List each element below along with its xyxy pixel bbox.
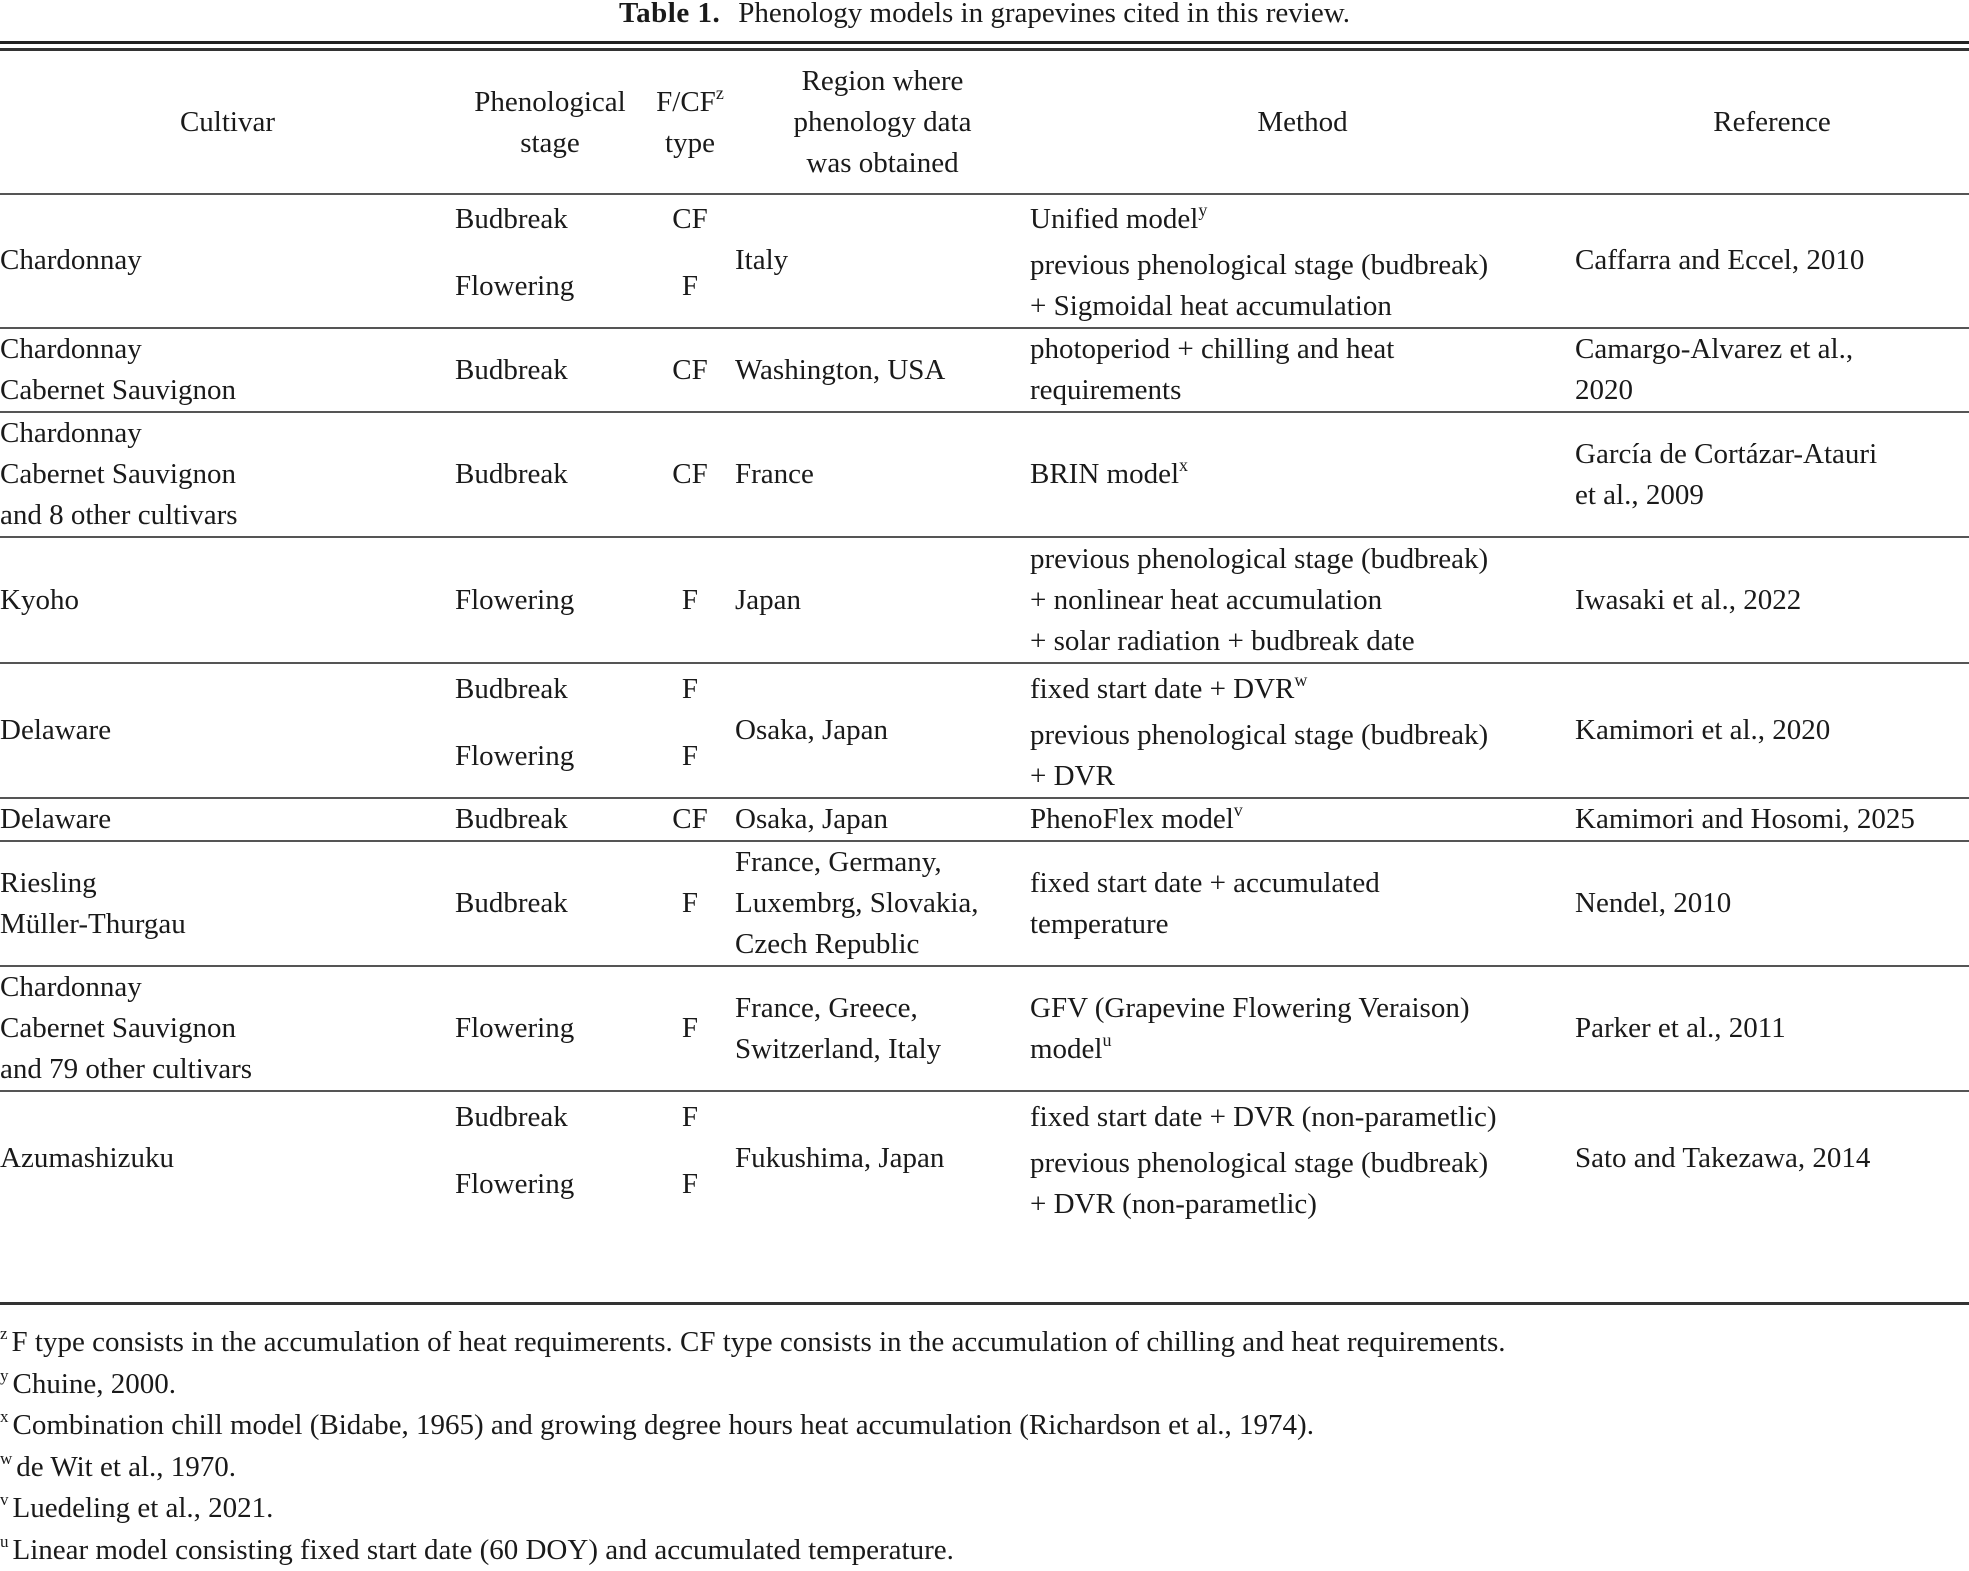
- cell-line: Osaka, Japan: [735, 799, 1030, 840]
- footnote-mark: v: [0, 1490, 9, 1509]
- cell-method: [1030, 412, 1575, 537]
- cell-method: [1030, 1091, 1575, 1143]
- cell-line: BRIN model$^x$: [1030, 454, 1575, 495]
- cell-line: Nendel, 2010: [1575, 883, 1969, 924]
- footnote-mark: v: [1234, 800, 1243, 820]
- footnote-mark: w: [0, 1449, 12, 1468]
- cell-reference: [1575, 663, 1969, 798]
- cell-reference: [1575, 841, 1969, 966]
- table-row: [0, 1091, 1969, 1143]
- footnote-z: [0, 1322, 1969, 1364]
- footnotes: [0, 1322, 1969, 1571]
- footnote-mark: u: [1103, 1030, 1112, 1050]
- cell-region: [735, 412, 1030, 537]
- cell-line: France, Germany,: [735, 842, 1030, 883]
- cell-line: + solar radiation + budbreak date: [1030, 621, 1575, 662]
- cell-reference: [1575, 966, 1969, 1091]
- cell-region: [735, 1091, 1030, 1225]
- cell-cultivar: [0, 412, 455, 537]
- cell-line: model$^u$: [1030, 1029, 1575, 1070]
- cell-line: requirements: [1030, 370, 1575, 411]
- cell-stage: Flowering: [455, 1143, 645, 1225]
- footnote-u: [0, 1530, 1969, 1571]
- cell-line: Kyoho: [0, 580, 455, 621]
- table-title: Phenology models in grapevines cited in this review.: [738, 0, 1350, 29]
- header-stage: Phenological stage: [455, 52, 645, 193]
- cell-line: fixed start date + accumulated: [1030, 863, 1575, 904]
- footnote-mark: y: [1198, 200, 1207, 220]
- cell-type: F: [645, 663, 735, 715]
- cell-line: Iwasaki et al., 2022: [1575, 580, 1969, 621]
- cell-region: [735, 663, 1030, 798]
- cell-line: previous phenological stage (budbreak): [1030, 715, 1575, 756]
- cell-cultivar: [0, 966, 455, 1091]
- footnote-text: Chuine, 2000.: [13, 1368, 177, 1400]
- cell-reference: [1575, 537, 1969, 663]
- cell-cultivar: [0, 663, 455, 798]
- cell-line: Cabernet Sauvignon: [0, 454, 455, 495]
- cell-region: [735, 537, 1030, 663]
- footnote-text: de Wit et al., 1970.: [16, 1451, 236, 1483]
- footnote-y: [0, 1364, 1969, 1406]
- top-rule-1: [0, 41, 1969, 44]
- cell-line: Chardonnay: [0, 329, 455, 370]
- cell-reference: [1575, 1091, 1969, 1225]
- cell-line: Delaware: [0, 710, 455, 751]
- cell-type: CF: [645, 328, 735, 412]
- cell-stage: Budbreak: [455, 841, 645, 966]
- footnote-text: Linear model consisting fixed start date (60 DOY) and accumulated temperature.: [13, 1534, 954, 1566]
- cell-line: et al., 2009: [1575, 475, 1969, 516]
- table-row: [0, 412, 1969, 537]
- cell-stage: Budbreak: [455, 1091, 645, 1143]
- cell-line: Switzerland, Italy: [735, 1029, 1030, 1070]
- cell-method: [1030, 663, 1575, 715]
- cell-line: previous phenological stage (budbreak): [1030, 539, 1575, 580]
- cell-region: [735, 841, 1030, 966]
- cell-line: + DVR: [1030, 756, 1575, 797]
- footnote-text: F type consists in the accumulation of heat requimerents. CF type consists in the accumulation of chilling and heat requirements.: [12, 1326, 1506, 1358]
- cell-cultivar: [0, 193, 455, 328]
- cell-line: Italy: [735, 240, 1030, 281]
- header-row: [0, 52, 1969, 193]
- footnote-text: Luedeling et al., 2021.: [13, 1492, 274, 1524]
- cell-line: PhenoFlex model$^v$: [1030, 799, 1575, 840]
- cell-stage: Flowering: [455, 245, 645, 328]
- footnote-w: [0, 1447, 1969, 1489]
- cell-line: Kamimori et al., 2020: [1575, 710, 1969, 751]
- header-region: Region where phenology data was obtained: [735, 52, 1030, 193]
- table-row: [0, 193, 1969, 245]
- cell-line: + Sigmoidal heat accumulation: [1030, 286, 1575, 327]
- footnote-v: [0, 1488, 1969, 1530]
- cell-line: Delaware: [0, 799, 455, 840]
- cell-region: [735, 798, 1030, 841]
- header-type: $F/CF^z$ type: [645, 52, 735, 193]
- cell-line: GFV (Grapevine Flowering Veraison): [1030, 988, 1575, 1029]
- top-rule-2: [0, 48, 1969, 51]
- cell-line: García de Cortázar-Atauri: [1575, 434, 1969, 475]
- cell-region: [735, 966, 1030, 1091]
- cell-stage: Budbreak: [455, 798, 645, 841]
- table-row: [0, 537, 1969, 663]
- cell-type: CF: [645, 193, 735, 245]
- cell-line: photoperiod + chilling and heat: [1030, 329, 1575, 370]
- header-method: Method: [1030, 52, 1575, 193]
- cell-stage: Budbreak: [455, 412, 645, 537]
- cell-stage: Budbreak: [455, 193, 645, 245]
- cell-line: Riesling: [0, 863, 455, 904]
- cell-type: F: [645, 1091, 735, 1143]
- cell-line: Parker et al., 2011: [1575, 1008, 1969, 1049]
- footnote-text: Combination chill model (Bidabe, 1965) and growing degree hours heat accumulation (Richardson et al., 1974).: [13, 1409, 1314, 1441]
- cell-line: and 79 other cultivars: [0, 1049, 455, 1090]
- cell-reference: [1575, 412, 1969, 537]
- phenology-models-table: [0, 52, 1969, 1225]
- bottom-rule: [0, 1302, 1969, 1305]
- cell-stage: Budbreak: [455, 663, 645, 715]
- cell-method: [1030, 841, 1575, 966]
- table-body: [0, 193, 1969, 1225]
- table-row: [0, 663, 1969, 715]
- cell-stage: Flowering: [455, 537, 645, 663]
- cell-cultivar: [0, 798, 455, 841]
- cell-line: and 8 other cultivars: [0, 495, 455, 536]
- cell-type: F: [645, 537, 735, 663]
- cell-line: previous phenological stage (budbreak): [1030, 245, 1575, 286]
- cell-reference: [1575, 798, 1969, 841]
- cell-method: [1030, 245, 1575, 328]
- cell-line: Chardonnay: [0, 413, 455, 454]
- cell-line: Camargo-Alvarez et al.,: [1575, 329, 1969, 370]
- cell-region: [735, 328, 1030, 412]
- header-reference: Reference: [1575, 52, 1969, 193]
- cell-type: F: [645, 1143, 735, 1225]
- footnote-mark: y: [0, 1366, 9, 1385]
- cell-line: Sato and Takezawa, 2014: [1575, 1138, 1969, 1179]
- cell-method: [1030, 966, 1575, 1091]
- table-row: [0, 328, 1969, 412]
- footnote-mark: z: [0, 1324, 8, 1343]
- cell-cultivar: [0, 328, 455, 412]
- cell-line: Japan: [735, 580, 1030, 621]
- cell-type: F: [645, 841, 735, 966]
- cell-line: fixed start date + $DVR^w$: [1030, 669, 1575, 710]
- footnote-mark: x: [0, 1407, 9, 1426]
- cell-stage: Budbreak: [455, 328, 645, 412]
- footnote-mark: w: [1294, 670, 1307, 690]
- cell-type: F: [645, 245, 735, 328]
- cell-region: [735, 193, 1030, 328]
- cell-line: 2020: [1575, 370, 1969, 411]
- cell-line: Unified model$^y$: [1030, 199, 1575, 240]
- header-cultivar: Cultivar: [0, 52, 455, 193]
- table-label: Table 1.: [619, 0, 720, 29]
- cell-line: Washington, USA: [735, 350, 1030, 391]
- cell-line: Luxembrg, Slovakia,: [735, 883, 1030, 924]
- table-caption: [0, 0, 1969, 28]
- cell-line: Chardonnay: [0, 967, 455, 1008]
- cell-type: F: [645, 966, 735, 1091]
- table-row: [0, 841, 1969, 966]
- cell-line: + DVR (non-parametlic): [1030, 1184, 1575, 1225]
- table-row: [0, 798, 1969, 841]
- cell-stage: Flowering: [455, 715, 645, 798]
- cell-line: fixed start date + DVR (non-parametlic): [1030, 1097, 1575, 1138]
- cell-line: France, Greece,: [735, 988, 1030, 1029]
- cell-method: [1030, 328, 1575, 412]
- cell-line: France: [735, 454, 1030, 495]
- cell-cultivar: [0, 841, 455, 966]
- table-row: [0, 966, 1969, 1091]
- cell-line: Kamimori and Hosomi, 2025: [1575, 799, 1969, 840]
- cell-line: Fukushima, Japan: [735, 1138, 1030, 1179]
- cell-line: Osaka, Japan: [735, 710, 1030, 751]
- cell-line: + nonlinear heat accumulation: [1030, 580, 1575, 621]
- cell-line: Czech Republic: [735, 924, 1030, 965]
- footnote-mark: u: [0, 1532, 9, 1551]
- cell-reference: [1575, 328, 1969, 412]
- cell-type: CF: [645, 412, 735, 537]
- header-rule: [0, 193, 1969, 195]
- cell-cultivar: [0, 1091, 455, 1225]
- cell-method: [1030, 193, 1575, 245]
- cell-line: Cabernet Sauvignon: [0, 1008, 455, 1049]
- cell-cultivar: [0, 537, 455, 663]
- cell-type: CF: [645, 798, 735, 841]
- cell-line: temperature: [1030, 904, 1575, 945]
- cell-type: F: [645, 715, 735, 798]
- cell-stage: Flowering: [455, 966, 645, 1091]
- footnote-mark: x: [1179, 455, 1188, 475]
- cell-line: Caffarra and Eccel, 2010: [1575, 240, 1969, 281]
- cell-method: [1030, 798, 1575, 841]
- cell-line: previous phenological stage (budbreak): [1030, 1143, 1575, 1184]
- cell-line: Müller-Thurgau: [0, 904, 455, 945]
- cell-line: Azumashizuku: [0, 1138, 455, 1179]
- cell-method: [1030, 1143, 1575, 1225]
- cell-line: Cabernet Sauvignon: [0, 370, 455, 411]
- cell-reference: [1575, 193, 1969, 328]
- footnote-x: [0, 1405, 1969, 1447]
- cell-method: [1030, 715, 1575, 798]
- cell-method: [1030, 537, 1575, 663]
- cell-line: Chardonnay: [0, 240, 455, 281]
